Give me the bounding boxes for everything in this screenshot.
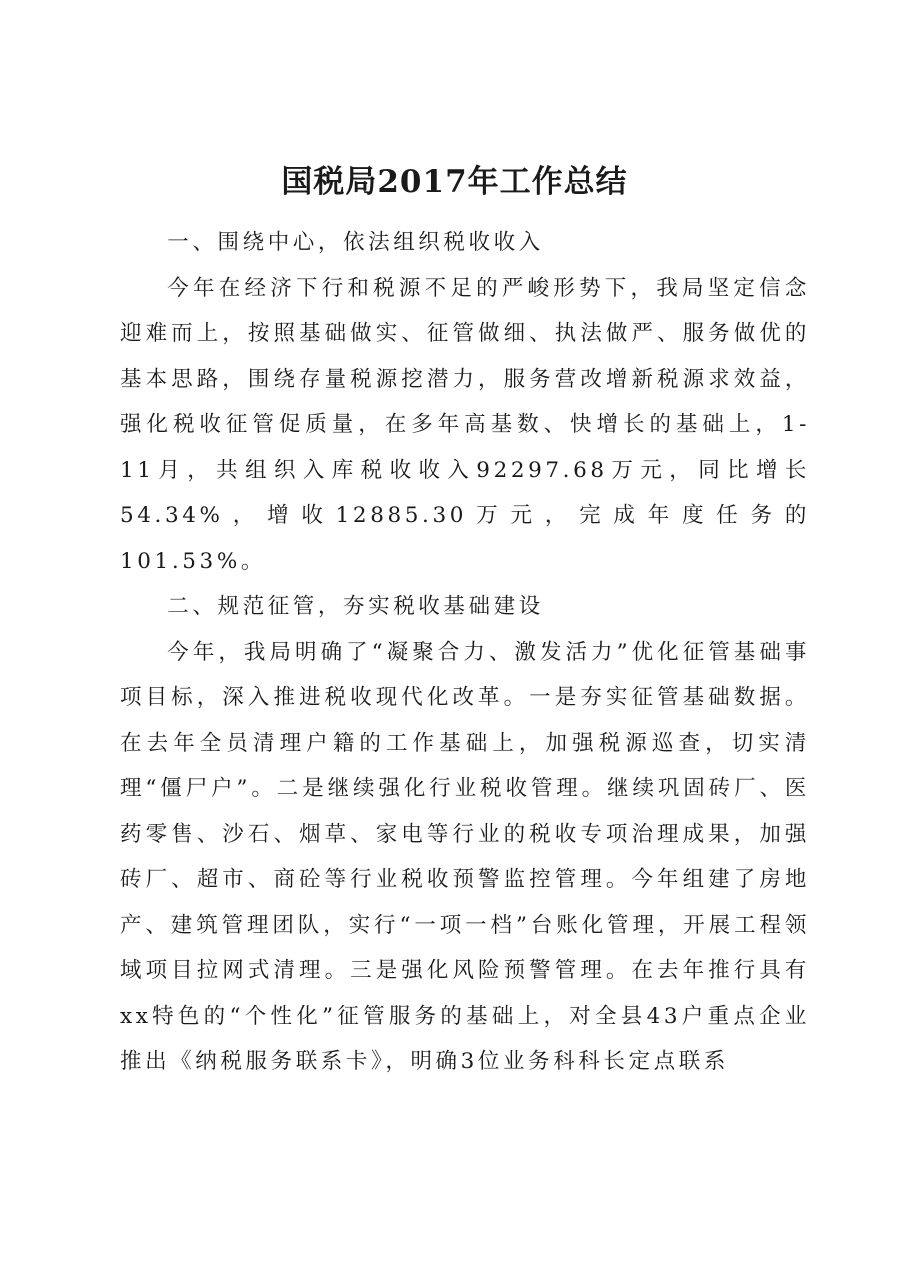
section-heading-1: 一、围绕中心，依法组织税收收入 <box>167 230 544 255</box>
document-title: 国税局2017年工作总结 <box>281 164 628 200</box>
section-paragraph-1: 今年在经济下行和税源不足的严峻形势下，我局坚定信念迎难而上，按照基础做实、征管做细、执法做严、服务做优的基本思路，围绕存量税源挖潜力，服务营改增新税源求效益，强化税收征管促质量，在多年高基数、快增长的基础上，1-11月，共组织入库税收收入92297.68万元，同比增长54.34%，增收12885.30万元，完成年度任务的101.53%。 <box>120 275 810 574</box>
document-body <box>120 220 810 1085</box>
section-heading-2: 二、规范征管，夯实税收基础建设 <box>167 594 544 619</box>
section-paragraph-2: 今年，我局明确了“凝聚合力、激发活力”优化征管基础事项目标，深入推进税收现代化改革。一是夯实征管基础数据。在去年全员清理户籍的工作基础上，加强税源巡查，切实清理“僵尸户”。二是继续强化行业税收管理。继续巩固砖厂、医药零售、沙石、烟草、家电等行业的税收专项治理成果，加强砖厂、超市、商砼等行业税收预警监控管理。今年组建了房地产、建筑管理团队，实行“一项一档”台账化管理，开展工程领域项目拉网式清理。三是强化风险预警管理。在去年推行具有xx特色的“个性化”征管服务的基础上，对全县43户重点企业推出《纳税服务联系卡》，明确3位业务科科长定点联系 <box>120 639 810 1074</box>
